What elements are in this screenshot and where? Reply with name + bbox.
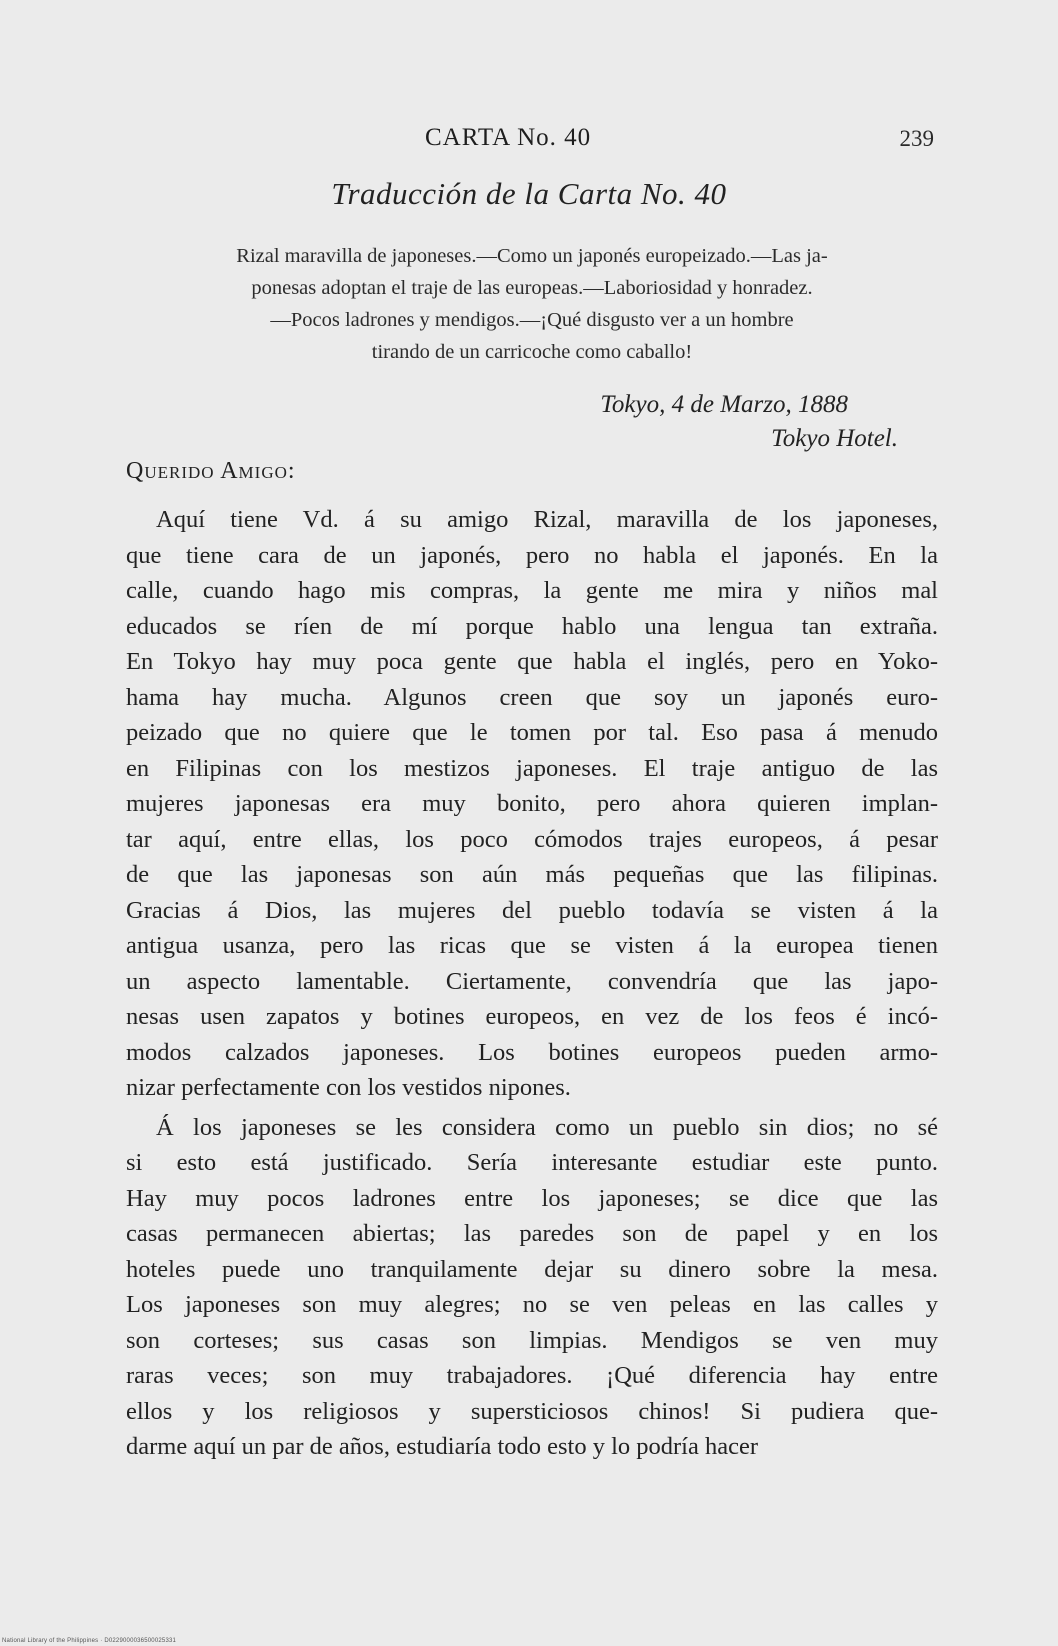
body-line: nizar perfectamente con los vestidos nipones. xyxy=(126,1074,571,1101)
body-line: educados se ríen de mí porque hablo una lengua tan extraña. xyxy=(126,612,938,640)
body-line: nesas usen zapatos y botines europeos, en vez de los feos é incó- xyxy=(126,1003,938,1030)
dateline xyxy=(600,388,898,456)
letter-body xyxy=(126,502,938,1465)
library-footer: National Library of the Philippines · D0229000036500025331 xyxy=(2,1638,177,1644)
summary-line: Rizal maravilla de japoneses.—Como un japonés europeizado.—Las ja- xyxy=(236,245,828,267)
body-line: ellos y los religiosos y supersticiosos chinos! Si pudiera que- xyxy=(126,1397,938,1425)
letter-title: CARTA No. 40 xyxy=(425,124,592,151)
page-number: 239 xyxy=(899,126,934,151)
body-line: son corteses; sus casas son limpias. Mendigos se ven muy xyxy=(126,1326,938,1354)
paragraph-1 xyxy=(126,502,938,1106)
translation-subtitle: Traducción de la Carta No. 40 xyxy=(331,176,727,211)
salutation: Querido Amigo: xyxy=(126,458,296,484)
body-line: un aspecto lamentable. Ciertamente, convendría que las japo- xyxy=(126,967,938,995)
place-date: Tokyo, 4 de Marzo, 1888 xyxy=(600,391,848,418)
body-line: hoteles puede uno tranquilamente dejar su dinero sobre la mesa. xyxy=(126,1255,938,1283)
body-line: que tiene cara de un japonés, pero no habla el japonés. En la xyxy=(126,541,938,569)
body-line: raras veces; son muy trabajadores. ¡Qué diferencia hay entre xyxy=(126,1362,938,1389)
body-line: antigua usanza, pero las ricas que se visten á la europea tienen xyxy=(126,932,938,959)
hotel-name: Tokyo Hotel. xyxy=(771,425,898,452)
body-line: peizado que no quiere que le tomen por tal. Eso pasa á menudo xyxy=(126,719,938,746)
body-line: mujeres japonesas era muy bonito, pero ahora quieren implan- xyxy=(126,790,938,817)
body-line: modos calzados japoneses. Los botines europeos pueden armo- xyxy=(126,1038,938,1066)
body-line: Á los japoneses se les considera como un pueblo sin dios; no sé xyxy=(156,1113,938,1141)
summary-line: ponesas adoptan el traje de las europeas.—Laboriosidad y honradez. xyxy=(251,277,813,299)
body-line: en Filipinas con los mestizos japoneses. El traje antiguo de las xyxy=(126,754,938,782)
body-line: casas permanecen abiertas; las paredes son de papel y en los xyxy=(126,1220,938,1247)
paragraph-2 xyxy=(126,1110,938,1465)
summary-line: tirando de un carricoche como caballo! xyxy=(371,341,693,363)
letter-summary xyxy=(122,240,942,368)
body-line: tar aquí, entre ellas, los poco cómodos trajes europeos, á pesar xyxy=(126,825,938,853)
body-line: de que las japonesas son aún más pequeñas que las filipinas. xyxy=(126,861,938,888)
body-line: hama hay mucha. Algunos creen que soy un japonés euro- xyxy=(126,683,938,711)
page-header xyxy=(0,124,1058,164)
body-line: Gracias á Dios, las mujeres del pueblo todavía se visten á la xyxy=(126,896,938,924)
body-line: si esto está justificado. Sería interesante estudiar este punto. xyxy=(126,1149,938,1176)
body-line: Los japoneses son muy alegres; no se ven peleas en las calles y xyxy=(126,1291,938,1318)
body-line: Aquí tiene Vd. á su amigo Rizal, maravilla de los japoneses, xyxy=(156,506,938,533)
body-line: calle, cuando hago mis compras, la gente me mira y niños mal xyxy=(126,577,938,604)
body-line: darme aquí un par de años, estudiaría todo esto y lo podría hacer xyxy=(126,1433,759,1460)
body-line: Hay muy pocos ladrones entre los japoneses; se dice que las xyxy=(126,1184,938,1212)
summary-line: —Pocos ladrones y mendigos.—¡Qué disgusto ver a un hombre xyxy=(270,309,794,331)
body-line: En Tokyo hay muy poca gente que habla el inglés, pero en Yoko- xyxy=(126,648,938,675)
